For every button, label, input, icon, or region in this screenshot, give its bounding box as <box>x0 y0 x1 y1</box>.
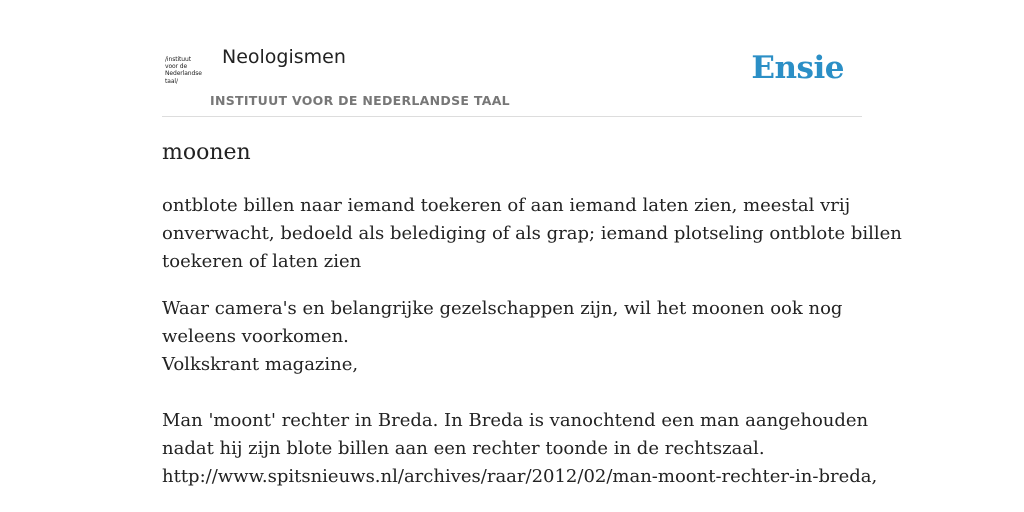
definition-line: onverwacht, bedoeld als belediging of als grap; iemand plotseling ontblote billen <box>162 223 902 244</box>
logo-line: taal/ <box>165 77 178 85</box>
entry-definition <box>162 192 902 276</box>
logo-line: /instituut <box>165 56 191 63</box>
example-source: Volkskrant magazine, <box>162 354 359 375</box>
example-line: nadat hij zijn blote billen aan een rechter toonde in de rechtszaal. <box>162 438 765 459</box>
source-name[interactable]: Neologismen <box>222 46 346 68</box>
entry-card <box>162 0 902 512</box>
logo-line: Nederlandse <box>165 70 202 78</box>
logo-line: voor de <box>165 63 188 71</box>
example-line: Man 'moont' rechter in Breda. In Breda is vanochtend een man aangehouden <box>162 410 869 431</box>
source-organization: INSTITUUT VOOR DE NEDERLANDSE TAAL <box>210 93 510 108</box>
example-line: weleens voorkomen. <box>162 326 349 347</box>
example-source-url: http://www.spitsnieuws.nl/archives/raar/2012/02/man-moont-rechter-in-breda, <box>162 466 878 487</box>
definition-line: ontblote billen naar iemand toekeren of aan iemand laten zien, meestal vrij <box>162 195 851 216</box>
brand-logo[interactable]: Ensie <box>751 50 844 86</box>
institute-logo <box>165 56 207 90</box>
entry-term: moonen <box>162 140 251 165</box>
entry-examples <box>162 295 878 491</box>
example-line: Waar camera's en belangrijke gezelschappen zijn, wil het moonen ook nog <box>162 298 843 319</box>
spacer <box>162 379 872 407</box>
definition-line: toekeren of laten zien <box>162 251 362 272</box>
source-header <box>162 0 862 117</box>
